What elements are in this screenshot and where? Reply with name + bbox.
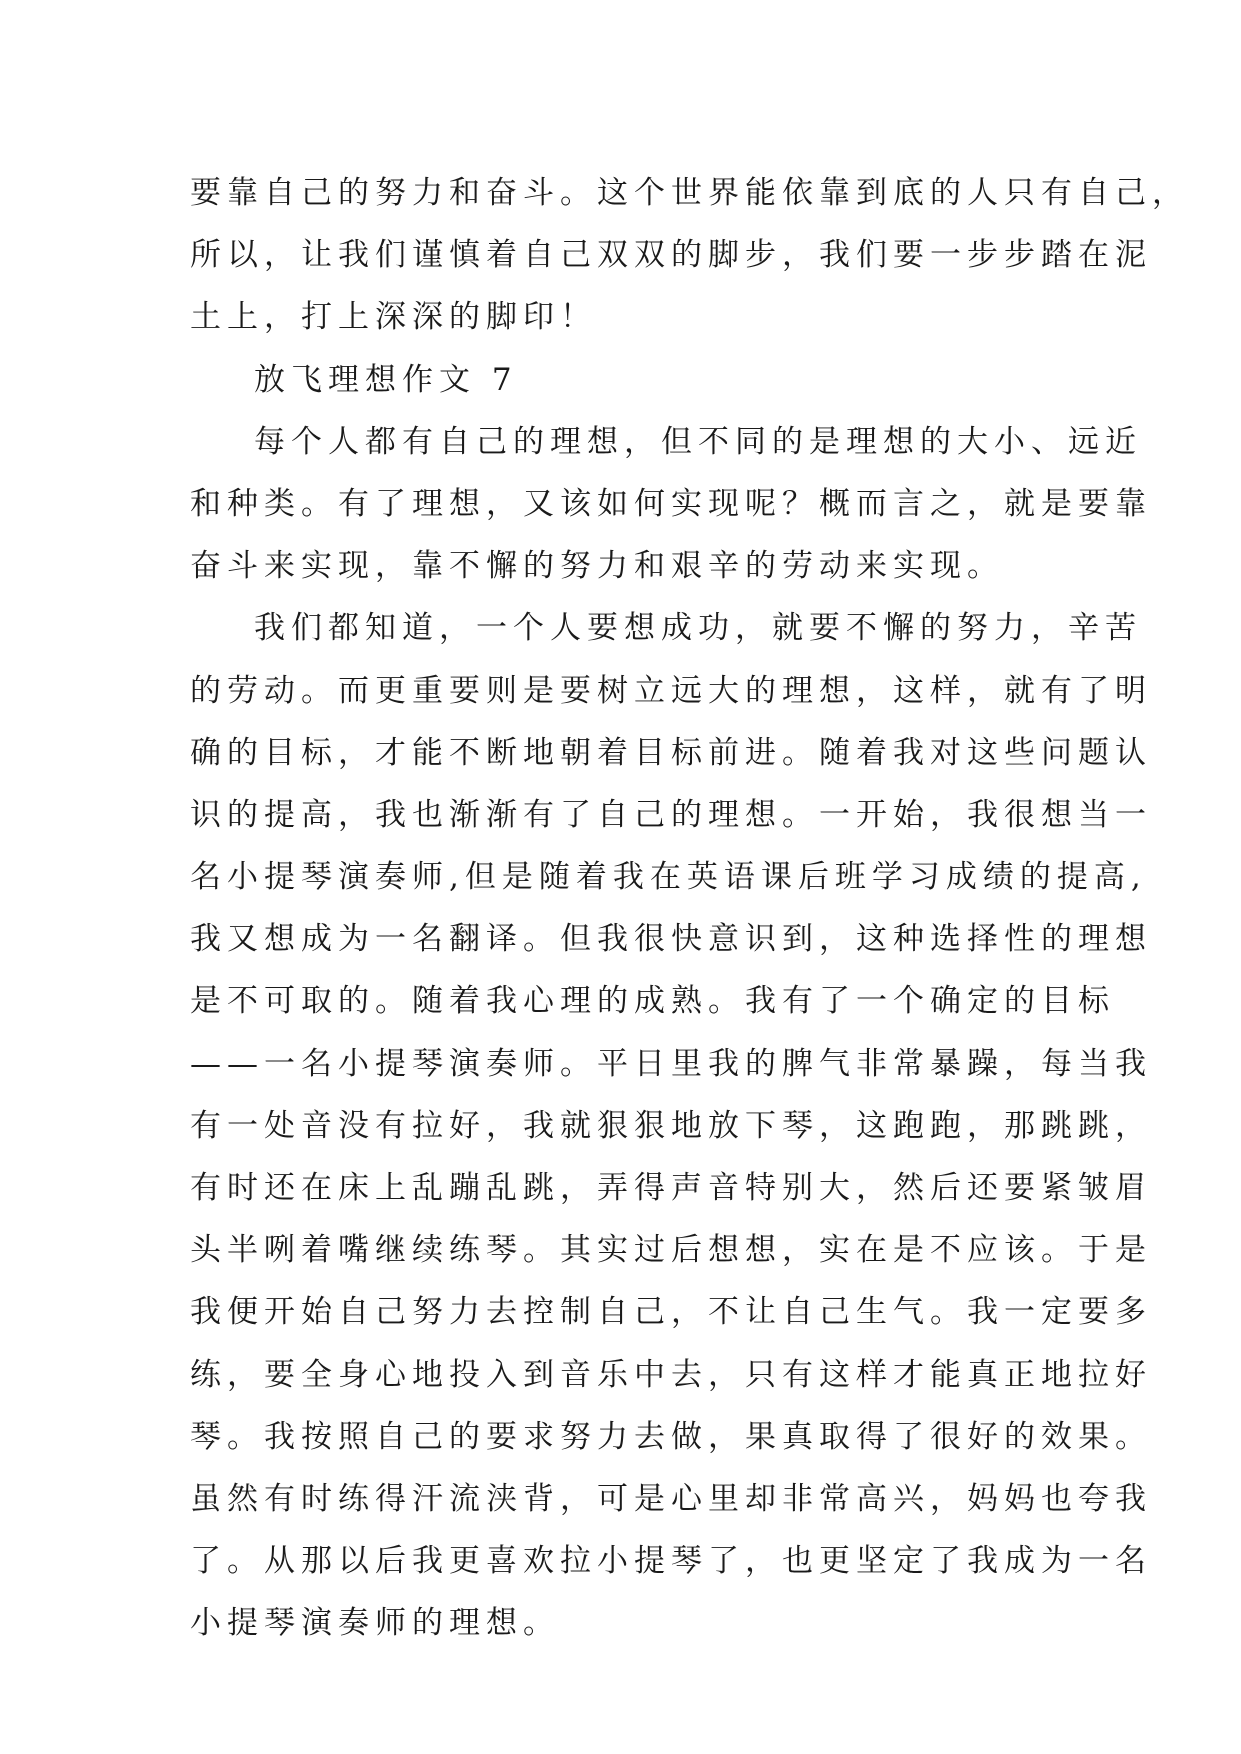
text-line: 有时还在床上乱蹦乱跳，弄得声音特别大，然后还要紧皱眉 — [190, 1170, 1152, 1206]
text-line: 了。从那以后我更喜欢拉小提琴了，也更坚定了我成为一名 — [190, 1543, 1152, 1580]
text-line: 确的目标，才能不断地朝着目标前进。随着我对这些问题认 — [190, 734, 1152, 771]
section-heading: 放飞理想作文 7 — [254, 361, 518, 398]
text-line: ——一名小提琴演奏师。平日里我的脾气非常暴躁，每当我 — [190, 1045, 1152, 1082]
text-line: 小提琴演奏师的理想。 — [190, 1605, 560, 1642]
text-line: 练，要全身心地投入到音乐中去，只有这样才能真正地拉好 — [190, 1356, 1152, 1393]
text-line: 每个人都有自己的理想，但不同的是理想的大小、远近 — [254, 423, 1142, 460]
text-line: 有一处音没有拉好，我就狠狠地放下琴，这跑跑，那跳跳， — [190, 1107, 1152, 1144]
text-line: 虽然有时练得汗流浃背，可是心里却非常高兴，妈妈也夸我 — [190, 1480, 1152, 1517]
text-line: 我们都知道，一个人要想成功，就要不懈的努力，辛苦 — [254, 610, 1142, 647]
text-line: 和种类。有了理想，又该如何实现呢？概而言之，就是要靠 — [190, 485, 1152, 522]
text-line: 识的提高，我也渐渐有了自己的理想。一开始，我很想当一 — [190, 796, 1152, 833]
text-line: 的劳动。而更重要则是要树立远大的理想，这样，就有了明 — [190, 672, 1152, 709]
text-line: 土上，打上深深的脚印！ — [190, 299, 597, 336]
text-line: 是不可取的。随着我心理的成熟。我有了一个确定的目标 — [190, 983, 1115, 1020]
text-line: 我又想成为一名翻译。但我很快意识到，这种选择性的理想 — [190, 921, 1152, 958]
text-line: 头半咧着嘴继续练琴。其实过后想想，实在是不应该。于是 — [190, 1232, 1152, 1269]
text-line: 琴。我按照自己的要求努力去做，果真取得了很好的效果。 — [190, 1418, 1152, 1455]
document-body — [190, 162, 1189, 1655]
text-line: 我便开始自己努力去控制自己，不让自己生气。我一定要多 — [190, 1294, 1152, 1331]
text-line: 奋斗来实现，靠不懈的努力和艰辛的劳动来实现。 — [190, 548, 1004, 585]
text-line: 要靠自己的努力和奋斗。这个世界能依靠到底的人只有自己， — [190, 175, 1189, 211]
text-line: 名小提琴演奏师,但是随着我在英语课后班学习成绩的提高, — [190, 859, 1147, 896]
text-line: 所以，让我们谨慎着自己双双的脚步，我们要一步步踏在泥 — [190, 237, 1152, 274]
